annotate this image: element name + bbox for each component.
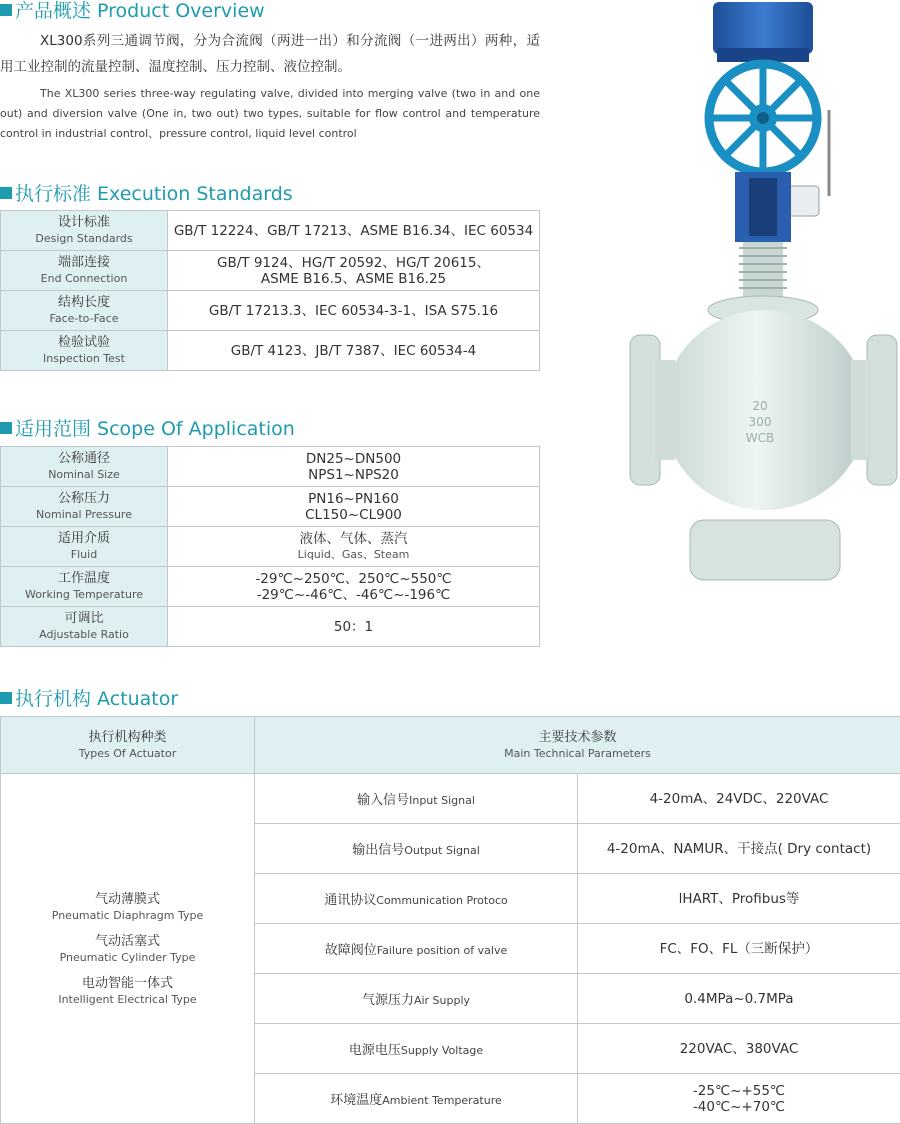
square-bullet-icon (0, 422, 12, 434)
param-name-en: Input Signal (409, 794, 475, 807)
standards-value-cell (168, 211, 540, 251)
types-header-cn: 执行机构种类 (1, 729, 254, 746)
actuator-types-cell (1, 774, 255, 1124)
actuator-title: 执行机构 Actuator (0, 688, 178, 710)
scope-row (1, 607, 540, 647)
param-name-cn: 输出信号 (352, 843, 404, 858)
standards-label-cell (1, 291, 168, 331)
param-name-cell (255, 1024, 578, 1074)
scope-table (0, 446, 540, 647)
square-bullet-icon (0, 4, 12, 16)
scope-label-en: Nominal Pressure (1, 507, 167, 523)
scope-row (1, 447, 540, 487)
standards-label-cn: 检验试验 (1, 335, 167, 351)
scope-value-line: PN16~PN160 (168, 491, 539, 507)
param-name-cn: 通讯协议 (324, 893, 376, 908)
scope-row (1, 487, 540, 527)
overview-text-cn: XL300系列三通调节阀，分为合流阀（两进一出）和分流阀（一进两出）两种，适用工业控制的流量控制、温度控制、压力控制、液位控制。 (0, 28, 540, 80)
square-bullet-icon (0, 187, 12, 199)
scope-value-cell (168, 527, 540, 567)
param-name-cell (255, 874, 578, 924)
scope-value-line: DN25~DN500 (168, 451, 539, 467)
bonnet-fins (739, 242, 787, 302)
actuator-table (0, 716, 900, 1124)
actuator-type (1, 933, 254, 965)
actuator-type-en: Pneumatic Cylinder Type (1, 950, 254, 965)
scope-label-cn: 适用介质 (1, 531, 167, 547)
standards-label-cell (1, 251, 168, 291)
types-header-en: Types Of Actuator (1, 746, 254, 761)
actuator-type-en: Intelligent Electrical Type (1, 992, 254, 1007)
scope-value-line: CL150~CL900 (168, 507, 539, 523)
param-name-en: Ambient Temperature (382, 1094, 502, 1107)
scope-row (1, 527, 540, 567)
standards-row (1, 211, 540, 251)
standards-table (0, 210, 540, 371)
standards-label-en: End Connection (1, 271, 167, 287)
scope-value-cell (168, 607, 540, 647)
param-name-cell (255, 774, 578, 824)
actuator-type-en: Pneumatic Diaphragm Type (1, 908, 254, 923)
valve-marking-1: 20 (752, 399, 767, 413)
actuator-header-row (1, 717, 900, 774)
actuator-type-cn: 气动活塞式 (1, 933, 254, 950)
scope-value-line: 50：1 (168, 619, 539, 635)
param-value-cell (578, 1074, 900, 1124)
scope-value-cell (168, 447, 540, 487)
param-name-en: Communication Protoco (376, 894, 507, 907)
scope-value-line: -29℃~-46℃、-46℃~-196℃ (168, 587, 539, 603)
scope-value-cell (168, 567, 540, 607)
standards-label-cell (1, 331, 168, 371)
standards-value-line: GB/T 4123、JB/T 7387、IEC 60534-4 (168, 343, 539, 359)
standards-label-cell (1, 211, 168, 251)
param-value-line: 0.4MPa~0.7MPa (578, 991, 900, 1007)
param-value-line: -40℃~+70℃ (578, 1099, 900, 1115)
scope-title: 适用范围 Scope Of Application (0, 418, 295, 440)
scope-value-line: NPS1~NPS20 (168, 467, 539, 483)
right-flange (867, 335, 897, 485)
actuator-type-cn: 气动薄膜式 (1, 891, 254, 908)
param-name-cell (255, 824, 578, 874)
scope-label-cell (1, 447, 168, 487)
scope-label-en: Nominal Size (1, 467, 167, 483)
param-name-cell (255, 924, 578, 974)
scope-label-cell (1, 607, 168, 647)
param-name-cn: 故障阀位 (325, 943, 377, 958)
param-name-cn: 电源电压 (349, 1043, 401, 1058)
standards-label-cn: 端部连接 (1, 255, 167, 271)
params-header-en: Main Technical Parameters (255, 746, 900, 761)
param-name-cell (255, 974, 578, 1024)
actuator-type (1, 975, 254, 1007)
param-value-line: lHART、Profibus等 (578, 891, 900, 907)
scope-value-line: 液体、气体、蒸汽 (168, 531, 539, 547)
scope-value-line: -29℃~250℃、250℃~550℃ (168, 571, 539, 587)
param-row (1, 774, 900, 824)
handwheel-icon (709, 64, 817, 172)
param-name-en: Failure position of valve (377, 944, 507, 957)
scope-value-sub: Liquid、Gas、Steam (168, 547, 539, 563)
param-name-cell (255, 1074, 578, 1124)
bottom-flange (690, 520, 840, 580)
scope-label-cell (1, 487, 168, 527)
param-value-cell (578, 774, 900, 824)
overview-title: 产品概述 Product Overview (0, 0, 265, 22)
square-bullet-icon (0, 692, 12, 704)
scope-label-cn: 公称通径 (1, 451, 167, 467)
standards-row (1, 291, 540, 331)
scope-label-cell (1, 527, 168, 567)
param-name-en: Supply Voltage (401, 1044, 483, 1057)
standards-value-cell (168, 291, 540, 331)
scope-label-en: Fluid (1, 547, 167, 563)
param-value-cell (578, 1024, 900, 1074)
scope-label-cn: 工作温度 (1, 571, 167, 587)
scope-label-cn: 可调比 (1, 611, 167, 627)
param-value-cell (578, 874, 900, 924)
standards-label-en: Inspection Test (1, 351, 167, 367)
param-value-line: 4-20mA、24VDC、220VAC (578, 791, 900, 807)
standards-value-cell (168, 331, 540, 371)
standards-title: 执行标准 Execution Standards (0, 183, 293, 205)
overview-text-en: The XL300 series three-way regulating valve, divided into merging valve (two in and one out) and diversion valve (One in, two out) two types, suitable for flow control and temperature control in industrial control、pressure control, liquid level control (0, 84, 540, 144)
actuator-type-cn: 电动智能一体式 (1, 975, 254, 992)
scope-label-cn: 公称压力 (1, 491, 167, 507)
scope-label-en: Working Temperature (1, 587, 167, 603)
param-value-cell (578, 974, 900, 1024)
types-header-cell (1, 717, 255, 774)
standards-value-cell (168, 251, 540, 291)
param-value-line: FC、FO、FL（三断保护） (578, 941, 900, 957)
param-value-cell (578, 824, 900, 874)
standards-row (1, 251, 540, 291)
scope-value-cell (168, 487, 540, 527)
param-name-cn: 环境温度 (330, 1093, 382, 1108)
param-value-cell (578, 924, 900, 974)
actuator-type (1, 891, 254, 923)
scope-row (1, 567, 540, 607)
valve-marking-2: 300 (749, 415, 772, 429)
standards-value-line: ASME B16.5、ASME B16.25 (168, 271, 539, 287)
standards-label-en: Face-to-Face (1, 311, 167, 327)
valve-marking-3: WCB (746, 431, 774, 445)
scope-label-en: Adjustable Ratio (1, 627, 167, 643)
param-value-line: -25℃~+55℃ (578, 1083, 900, 1099)
param-value-line: 4-20mA、NAMUR、干接点( Dry contact) (578, 841, 900, 857)
standards-label-cn: 设计标准 (1, 215, 167, 231)
actuator-housing (713, 2, 813, 54)
params-header-cell (255, 717, 900, 774)
params-header-cn: 主要技术参数 (255, 729, 900, 746)
standards-value-line: GB/T 17213.3、IEC 60534-3-1、ISA S75.16 (168, 303, 539, 319)
standards-label-cn: 结构长度 (1, 295, 167, 311)
standards-row (1, 331, 540, 371)
standards-label-en: Design Standards (1, 231, 167, 247)
standards-value-line: GB/T 12224、GB/T 17213、ASME B16.34、IEC 60534 (168, 223, 539, 239)
param-name-en: Output Signal (404, 844, 480, 857)
param-name-en: Air Supply (414, 994, 470, 1007)
param-name-cn: 输入信号 (357, 793, 409, 808)
standards-value-line: GB/T 9124、HG/T 20592、HG/T 20615、 (168, 255, 539, 271)
param-name-cn: 气源压力 (362, 993, 414, 1008)
valve-product-image (625, 0, 900, 600)
param-value-line: 220VAC、380VAC (578, 1041, 900, 1057)
scope-label-cell (1, 567, 168, 607)
